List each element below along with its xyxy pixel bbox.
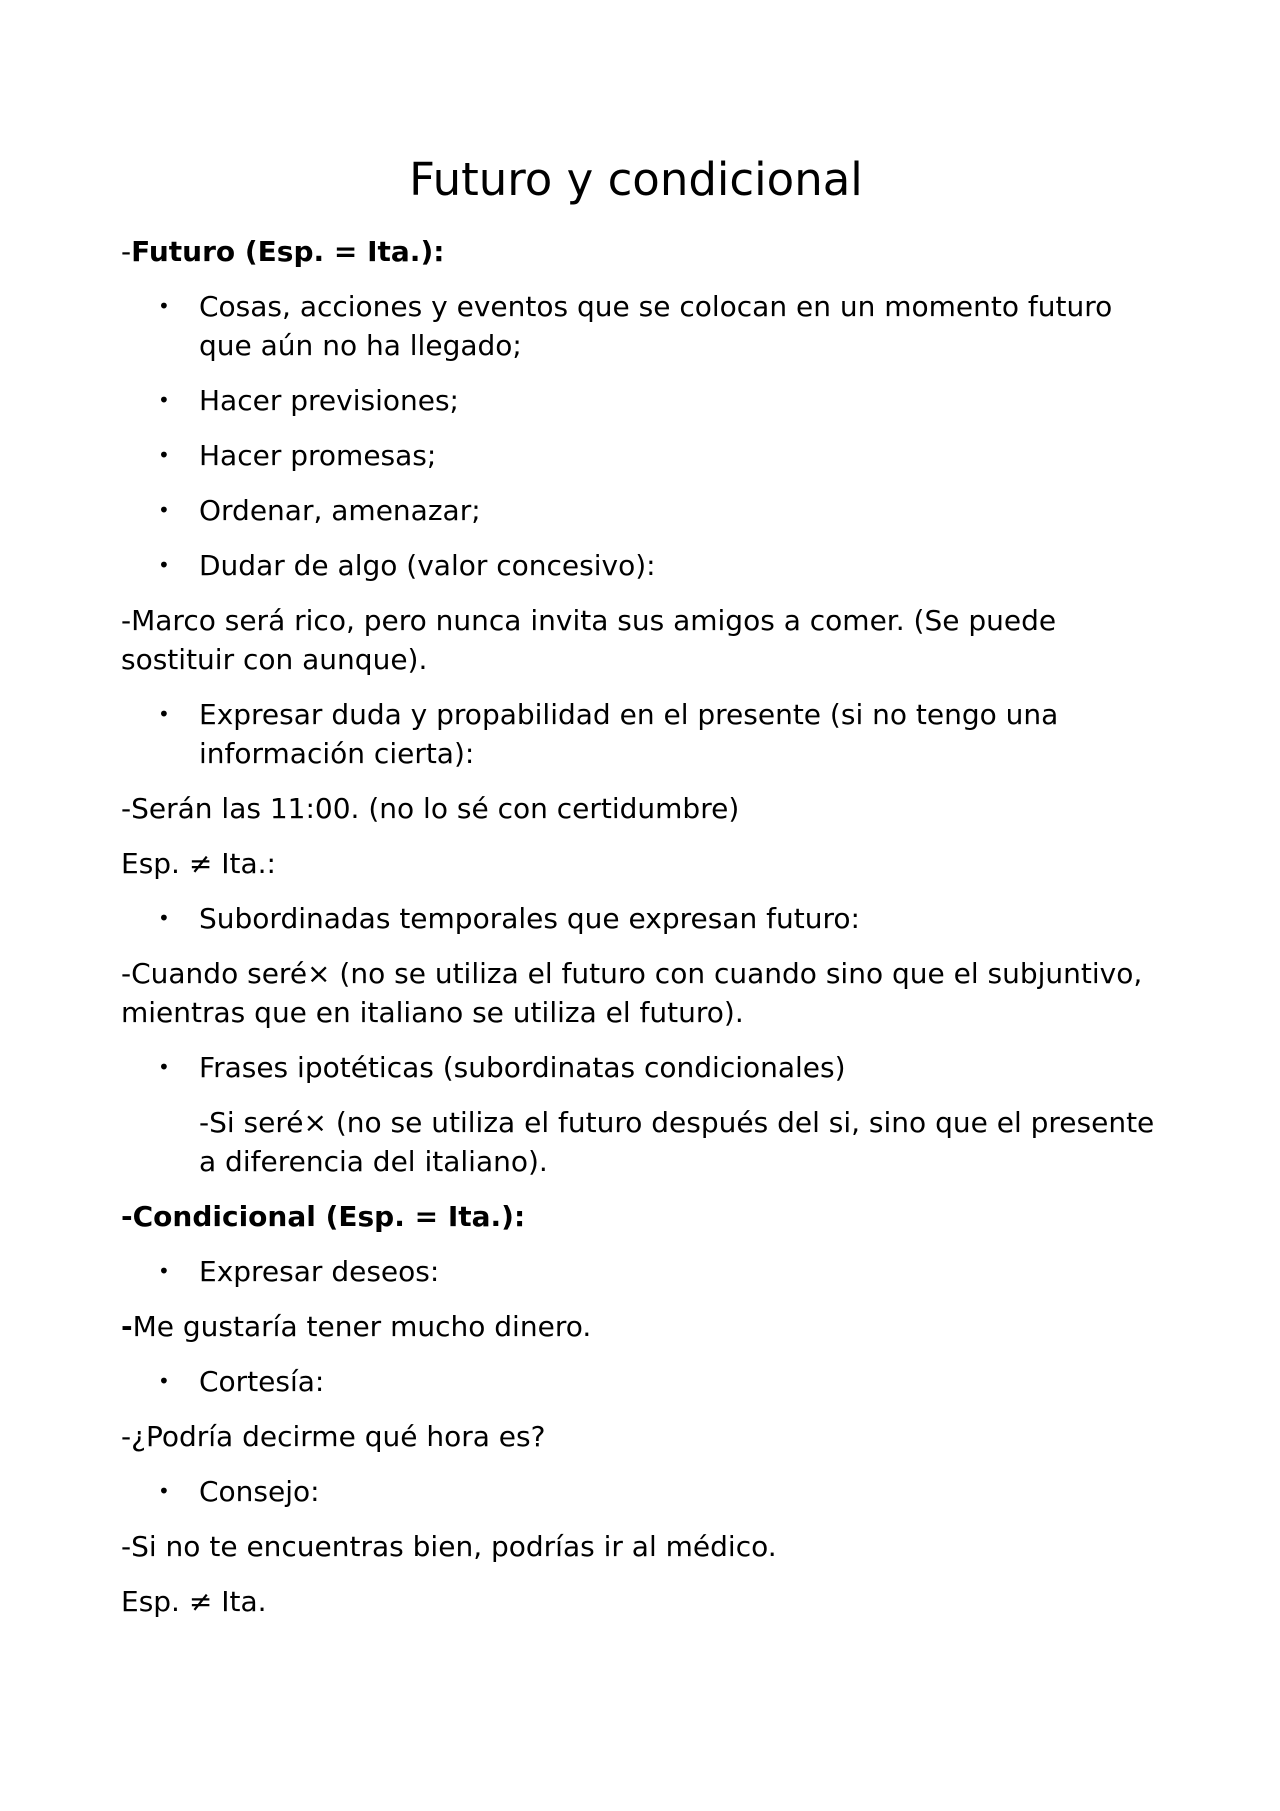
bullet-icon: • [158, 553, 170, 577]
list-item [121, 695, 1161, 773]
consejo-bullet-list [121, 1472, 1161, 1511]
subordinadas-bullet-list [121, 899, 1161, 938]
deseos-bullet-list [121, 1252, 1161, 1291]
list-item [121, 436, 1161, 475]
document-page [121, 150, 1161, 1637]
bullet-icon: • [158, 294, 170, 318]
bullet-icon: • [158, 702, 170, 726]
bullet-icon: • [158, 443, 170, 467]
bullet-icon: • [158, 1369, 170, 1393]
list-item-text: Cosas, acciones y eventos que se colocan en un momento futuro que aún no ha llegado; [199, 290, 1113, 362]
list-item [121, 1252, 1161, 1291]
example-cuando: -Cuando seré× (no se utiliza el futuro con cuando sino que el subjuntivo, mientras que en italiano se utiliza el futuro). [121, 957, 1143, 1029]
example-si: -Si seré× (no se utiliza el futuro después del si, sino que el presente a diferencia del italiano). [199, 1106, 1155, 1178]
futuro-heading [121, 232, 1161, 271]
example-marco: -Marco será rico, pero nunca invita sus amigos a comer. (Se puede sostituir con aunque). [121, 604, 1057, 676]
example-gustaria-prefix: - [121, 1310, 133, 1343]
list-item-text: Frases ipotéticas (subordinatas condicionales) [199, 1051, 846, 1084]
list-item [121, 381, 1161, 420]
difference-note-1: Esp. ≠ Ita.: [121, 847, 276, 880]
bullet-icon: • [158, 388, 170, 412]
duda-bullet-list [121, 695, 1161, 773]
list-item [121, 491, 1161, 530]
frases-bullet-list [121, 1048, 1161, 1087]
list-item-text: Hacer promesas; [199, 439, 437, 472]
example-gustaria [121, 1307, 1161, 1346]
bullet-icon: • [158, 1055, 170, 1079]
list-item-text: Ordenar, amenazar; [199, 494, 481, 527]
example-gustaria-text: Me gustaría tener mucho dinero. [132, 1310, 592, 1343]
list-item-text: Cortesía: [199, 1365, 325, 1398]
list-item-text: Expresar deseos: [199, 1255, 440, 1288]
example-medico: -Si no te encuentras bien, podrías ir al médico. [121, 1530, 777, 1563]
cortesia-bullet-list [121, 1362, 1161, 1401]
list-item-text: Dudar de algo (valor concesivo): [199, 549, 656, 582]
example-seran: -Serán las 11:00. (no lo sé con certidumbre) [121, 792, 740, 825]
list-item [121, 899, 1161, 938]
example-podria: -¿Podría decirme qué hora es? [121, 1420, 546, 1453]
condicional-heading: -Condicional (Esp. = Ita.): [121, 1200, 526, 1233]
list-item [121, 1472, 1161, 1511]
bullet-icon: • [158, 1259, 170, 1283]
list-item [121, 287, 1161, 365]
futuro-heading-prefix: - [121, 235, 132, 268]
futuro-bullet-list [121, 287, 1161, 585]
difference-note-2: Esp. ≠ Ita. [121, 1585, 267, 1618]
list-item-text: Hacer previsiones; [199, 384, 459, 417]
futuro-heading-text: Futuro (Esp. = Ita.): [131, 235, 445, 268]
list-item [121, 546, 1161, 585]
list-item [121, 1362, 1161, 1401]
list-item-text: Expresar duda y propabilidad en el presente (si no tengo una información cierta): [199, 698, 1059, 770]
list-item-text: Subordinadas temporales que expresan futuro: [199, 902, 860, 935]
page-title: Futuro y condicional [409, 153, 863, 206]
list-item [121, 1048, 1161, 1087]
bullet-icon: • [158, 498, 170, 522]
bullet-icon: • [158, 906, 170, 930]
list-item-text: Consejo: [199, 1475, 320, 1508]
bullet-icon: • [158, 1479, 170, 1503]
